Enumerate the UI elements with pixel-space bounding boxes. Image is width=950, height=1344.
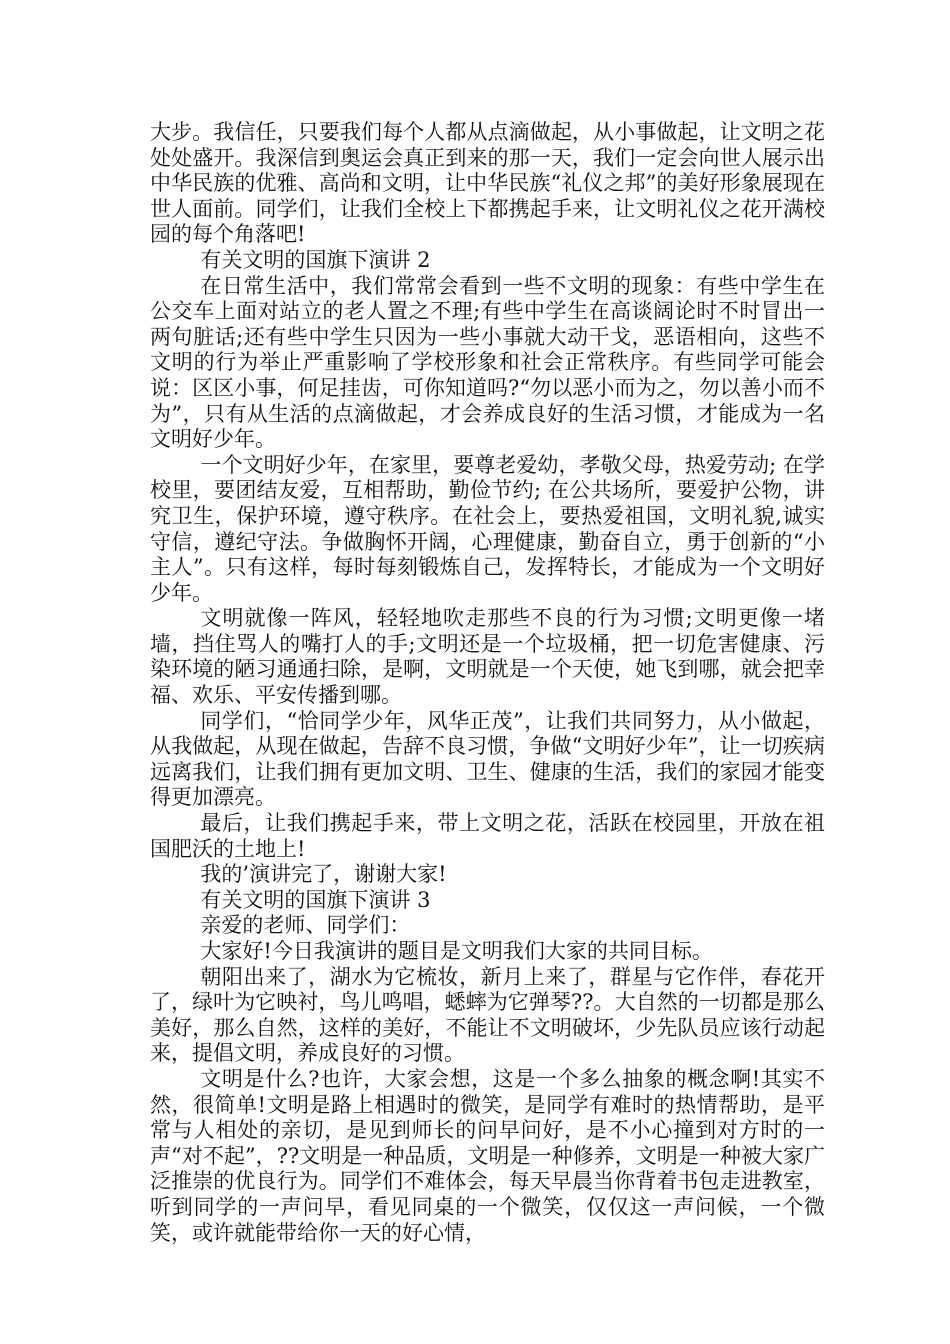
paragraph: 一个文明好少年，在家里，要尊老爱幼，孝敬父母，热爱劳动; 在学校里，要团结友爱，互相帮助，勤俭节约; 在公共场所，要爱护公物，讲究卫生，保护环境，遵守秩序。在社会上，要热爱祖国，文明礼貌,诚实守信，遵纪守法。争做胸怀开阔，心理健康，勤奋自立，勇于创新的“小主人”。只有这样，每时每刻锻炼自己，发挥特长，才能成为一个文明好少年。: [150, 452, 825, 605]
document-page: [150, 120, 825, 1246]
section-heading: 有关文明的国旗下演讲 2: [200, 247, 431, 272]
salutation: 亲爱的老师、同学们：: [200, 913, 411, 938]
paragraph: 我的’演讲完了，谢谢大家!: [200, 862, 447, 887]
paragraph: 最后，让我们携起手来，带上文明之花，活跃在校园里，开放在祖国肥沃的土地上!: [150, 811, 825, 861]
paragraph: 大步。我信任，只要我们每个人都从点滴做起，从小事做起，让文明之花处处盛开。我深信到奥运会真正到来的那一天，我们一定会向世人展示出中华民族的优雅、高尚和文明，让中华民族“礼仪之邦”的美好形象展现在世人面前。同学们，让我们全校上下都携起手来，让文明礼仪之花开满校园的每个角落吧!: [150, 120, 825, 247]
paragraph: 朝阳出来了，湖水为它梳妆，新月上来了，群星与它作伴，春花开了，绿叶为它映衬，鸟儿鸣唱，蟋蟀为它弹琴??。大自然的一切都是那么美好，那么自然，这样的美好，不能让不文明破坏，少先队员应该行动起来，提倡文明，养成良好的习惯。: [150, 964, 825, 1066]
paragraph: 在日常生活中，我们常常会看到一些不文明的现象：有些中学生在公交车上面对站立的老人置之不理;有些中学生在高谈阔论时不时冒出一两句脏话;还有些中学生只因为一些小事就大动干戈，恶语相向，这些不文明的行为举止严重影响了学校形象和社会正常秩序。有些同学可能会说：区区小事，何足挂齿，可你知道吗?“勿以恶小而为之，勿以善小而不为”，只有从生活的点滴做起，才会养成良好的生活习惯，才能成为一名文明好少年。: [150, 273, 825, 452]
paragraph: 大家好!今日我演讲的题目是文明我们大家的共同目标。: [200, 939, 713, 963]
section-heading: 有关文明的国旗下演讲 3: [200, 887, 431, 912]
paragraph: 文明是什么?也许，大家会想，这是一个多么抽象的概念啊!其实不然，很简单!文明是路上相遇时的微笑，是同学有难时的热情帮助，是平常与人相处的亲切，是见到师长的问早问好，是不小心撞到对方时的一声“对不起”，??文明是一种品质，文明是一种修养，文明是一种被大家广泛推崇的优良行为。同学们不难体会，每天早晨当你背着书包走进教室，听到同学的一声问早，看见同桌的一个微笑，仅仅这一声问候，一个微笑，或许就能带给你一天的好心情，: [150, 1066, 825, 1245]
paragraph: 同学们，“恰同学少年，风华正茂”，让我们共同努力，从小做起，从我做起，从现在做起，告辞不良习惯，争做“文明好少年”，让一切疾病远离我们，让我们拥有更加文明、卫生、健康的生活，我们的家园才能变得更加漂亮。: [150, 708, 825, 810]
paragraph: 文明就像一阵风，轻轻地吹走那些不良的行为习惯;文明更像一堵墙，挡住骂人的嘴打人的手;文明还是一个垃圾桶，把一切危害健康、污染环境的陋习通通扫除，是啊，文明就是一个天使，她飞到哪，就会把幸福、欢乐、平安传播到哪。: [150, 606, 825, 708]
